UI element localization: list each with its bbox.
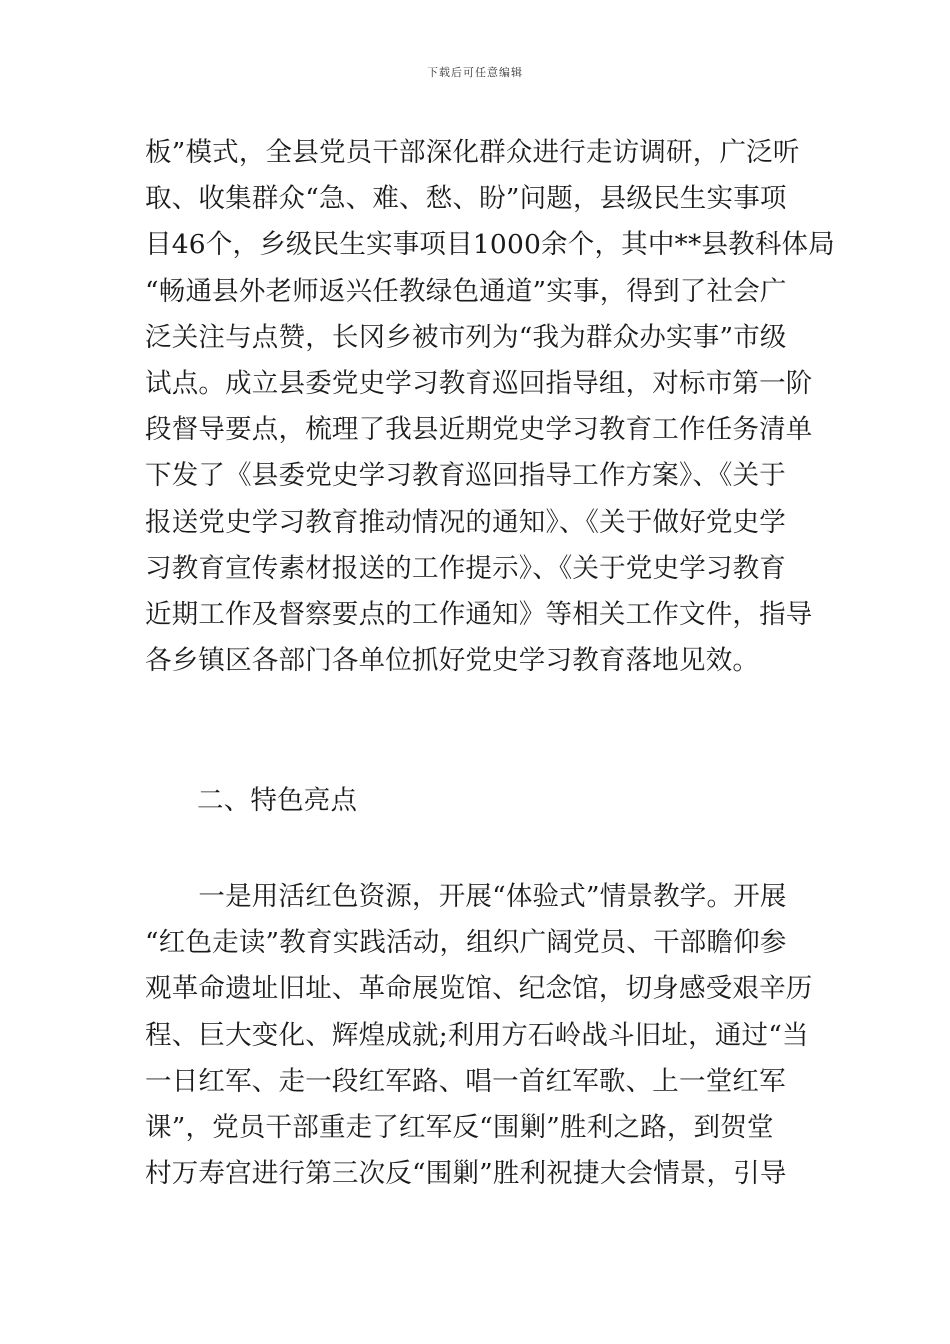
paragraph-line: 泛关注与点赞，长冈乡被市列为“我为群众办实事”市级 [145, 321, 787, 353]
paragraph-1 [145, 130, 835, 684]
paragraph-line: 各乡镇区各部门各单位抓好党史学习教育落地见效。 [145, 645, 760, 677]
paragraph-line: “红色走读”教育实践活动，组织广阔党员、干部瞻仰参 [145, 927, 787, 959]
paragraph-line: 习教育宣传素材报送的工作提示》、《关于党史学习教育 [145, 552, 786, 584]
paragraph-line: 板”模式，全县党员干部深化群众进行走访调研，广泛听 [145, 137, 800, 168]
paragraph-line: “畅通县外老师返兴任教绿色通道”实事，得到了社会广 [145, 275, 787, 307]
paragraph-line: 村万寿宫进行第三次反“围剿”胜利祝捷大会情景，引导 [145, 1158, 787, 1190]
header-note: 下载后可任意编辑 [427, 66, 523, 79]
paragraph-line: 报送党史学习教育推动情况的通知》、《关于做好党史学 [145, 506, 786, 538]
paragraph-line: 一日红军、走一段红军路、唱一首红军歌、上一堂红军 [145, 1065, 786, 1097]
paragraph-line: 近期工作及督察要点的工作通知》等相关工作文件，指导 [145, 598, 813, 630]
paragraph-line: 目46个，乡级民生实事项目1000余个，其中**县教科体局 [145, 229, 835, 261]
paragraph-line: 观革命遗址旧址、革命展览馆、纪念馆，切身感受艰辛历 [145, 973, 813, 1005]
paragraph-line: 取、收集群众“急、难、愁、盼”问题，县级民生实事项 [145, 183, 787, 215]
paragraph-line: 课”，党员干部重走了红军反“围剿”胜利之路，到贺堂 [145, 1111, 774, 1143]
paragraph-2 [145, 874, 813, 1197]
paragraph-line: 段督导要点，梳理了我县近期党史学习教育工作任务清单 [145, 414, 813, 446]
paragraph-line: 一是用活红色资源，开展“体验式”情景教学。开展 [145, 881, 787, 912]
paragraph-line: 试点。成立县委党史学习教育巡回指导组，对标市第一阶 [145, 367, 813, 399]
paragraph-line: 下发了《县委党史学习教育巡回指导工作方案》、《关于 [145, 460, 786, 492]
section-heading: 二、特色亮点 [197, 785, 358, 816]
paragraph-line: 程、巨大变化、辉煌成就;利用方石岭战斗旧址，通过“当 [145, 1019, 809, 1051]
